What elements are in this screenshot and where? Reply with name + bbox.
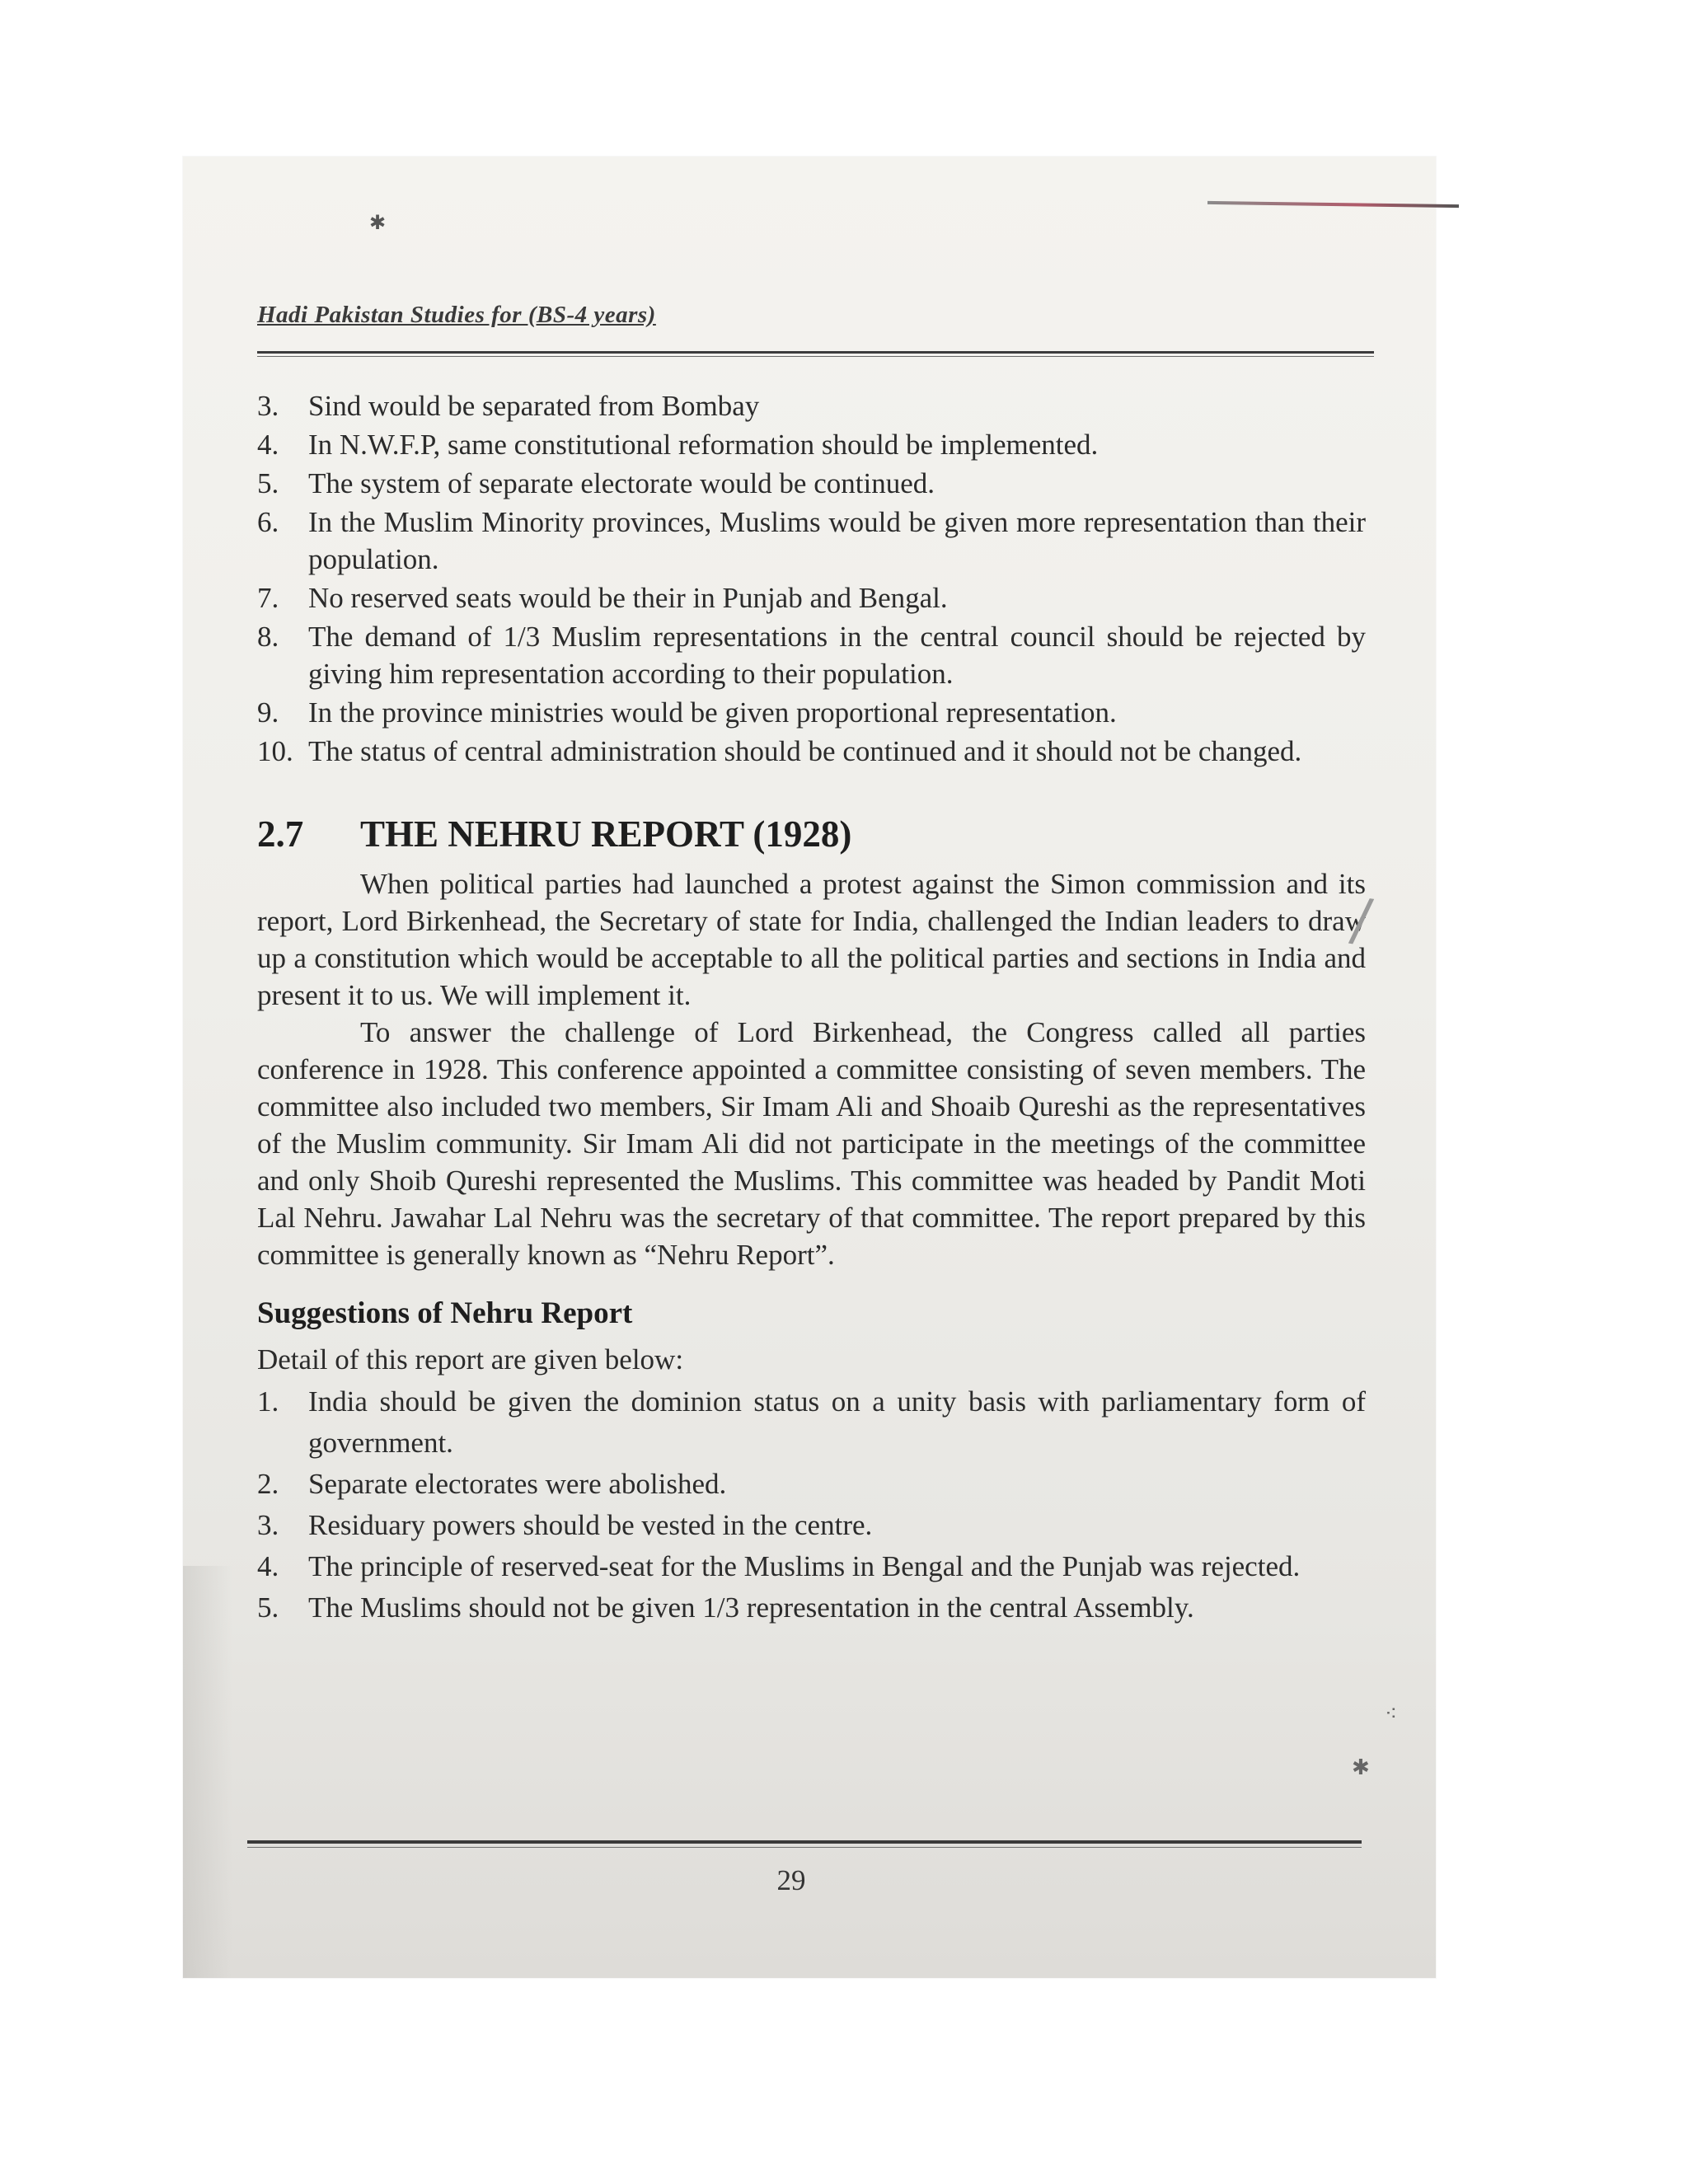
list-item-text: Separate electorates were abolished. [308,1468,727,1500]
continued-list [257,387,1366,770]
body-paragraph: To answer the challenge of Lord Birkenhead, the Congress called all parties conference in 1928. This conference appointed a committee consisting of seven members. The committee also included two members, Sir Imam Ali and Shoaib Qureshi as the representatives of the Muslim community. Sir Imam Ali did not participate in the meetings of the committee and only Shoib Qureshi represented the Muslims. This committee was headed by Pandit Moti Lal Nehru. Jawahar Lal Nehru was the secretary of that committee. The report prepared by this committee is generally known as “Nehru Report”. [257,1016,1366,1271]
intro-text: Detail of this report are given below: [257,1343,684,1376]
list-item-text: In the Muslim Minority provinces, Muslims would be given more representation than their population. [308,506,1366,575]
list-item [257,618,1366,692]
ink-speck-mark: ✱ [1352,1755,1370,1780]
list-item-text: Sind would be separated from Bombay [308,390,760,422]
list-item [257,426,1366,463]
list-item-text: The principle of reserved-seat for the Muslims in Bengal and the Punjab was rejected. [308,1550,1301,1582]
list-item-number: 5. [257,467,279,499]
list-item-number: 5. [257,1591,279,1624]
header-rule [257,351,1374,354]
subheading: Suggestions of Nehru Report [257,1296,633,1330]
list-item [257,579,1366,616]
ink-speck-mark: ✱ [369,213,387,234]
list-item [257,694,1366,731]
list-item-number: 6. [257,506,279,538]
page-number: 29 [776,1864,806,1896]
footer-rule-thin [247,1847,1362,1848]
list-item-number: 3. [257,1509,279,1541]
running-header-title: Hadi Pakistan Studies for (BS-4 years) [257,302,656,328]
list-item-text: In N.W.F.P, same constitutional reformation should be implemented. [308,429,1099,461]
list-item-number: 9. [257,696,279,729]
list-item-number: 3. [257,390,279,422]
list-item-text: Residuary powers should be vested in the centre. [308,1509,873,1541]
header-rule-thin [257,356,1374,357]
suggestions-list [257,1381,1366,1629]
ink-speck-mark: ⁖ [1385,1702,1398,1727]
list-item [257,1464,1366,1505]
list-item-number: 2. [257,1468,279,1500]
section-title: THE NEHRU REPORT (1928) [360,813,852,855]
list-item-number: 1. [257,1385,279,1418]
list-item [257,1381,1366,1464]
list-item-number: 7. [257,582,279,614]
list-item [257,465,1366,502]
list-item-number: 4. [257,1550,279,1582]
list-item-number: 8. [257,621,279,653]
footer-rule [247,1840,1362,1844]
list-item [257,733,1366,770]
list-item-text: No reserved seats would be their in Punjab and Bengal. [308,582,948,614]
list-item [257,1587,1366,1629]
page-shadow [183,1566,232,1978]
list-item-text: In the province ministries would be given proportional representation. [308,696,1117,729]
list-item-number: 10. [257,735,293,767]
list-item [257,1505,1366,1546]
page-content [257,387,1366,1629]
list-item [257,387,1366,424]
list-item-number: 4. [257,429,279,461]
list-item-text: The status of central administration should be continued and it should not be changed. [308,735,1302,767]
list-item-text: The system of separate electorate would be continued. [308,467,935,499]
list-item [257,1546,1366,1587]
list-item-text: The Muslims should not be given 1/3 representation in the central Assembly. [308,1591,1194,1624]
section-heading [257,811,1366,857]
body-paragraph: When political parties had launched a protest against the Simon commission and its report, Lord Birkenhead, the Secretary of state for India, challenged the Indian leaders to draw up a constitution which would be acceptable to all the political parties and sections in India and present it to us. We will implement it. [257,868,1366,1011]
pencil-mark-icon: / [1347,884,1376,955]
list-item [257,504,1366,578]
list-item-text: India should be given the dominion status on a unity basis with parliamentary form of government. [308,1385,1366,1459]
section-number: 2.7 [257,813,304,855]
list-item-text: The demand of 1/3 Muslim representations in the central council should be rejected by giving him representation according to their population. [308,621,1366,690]
